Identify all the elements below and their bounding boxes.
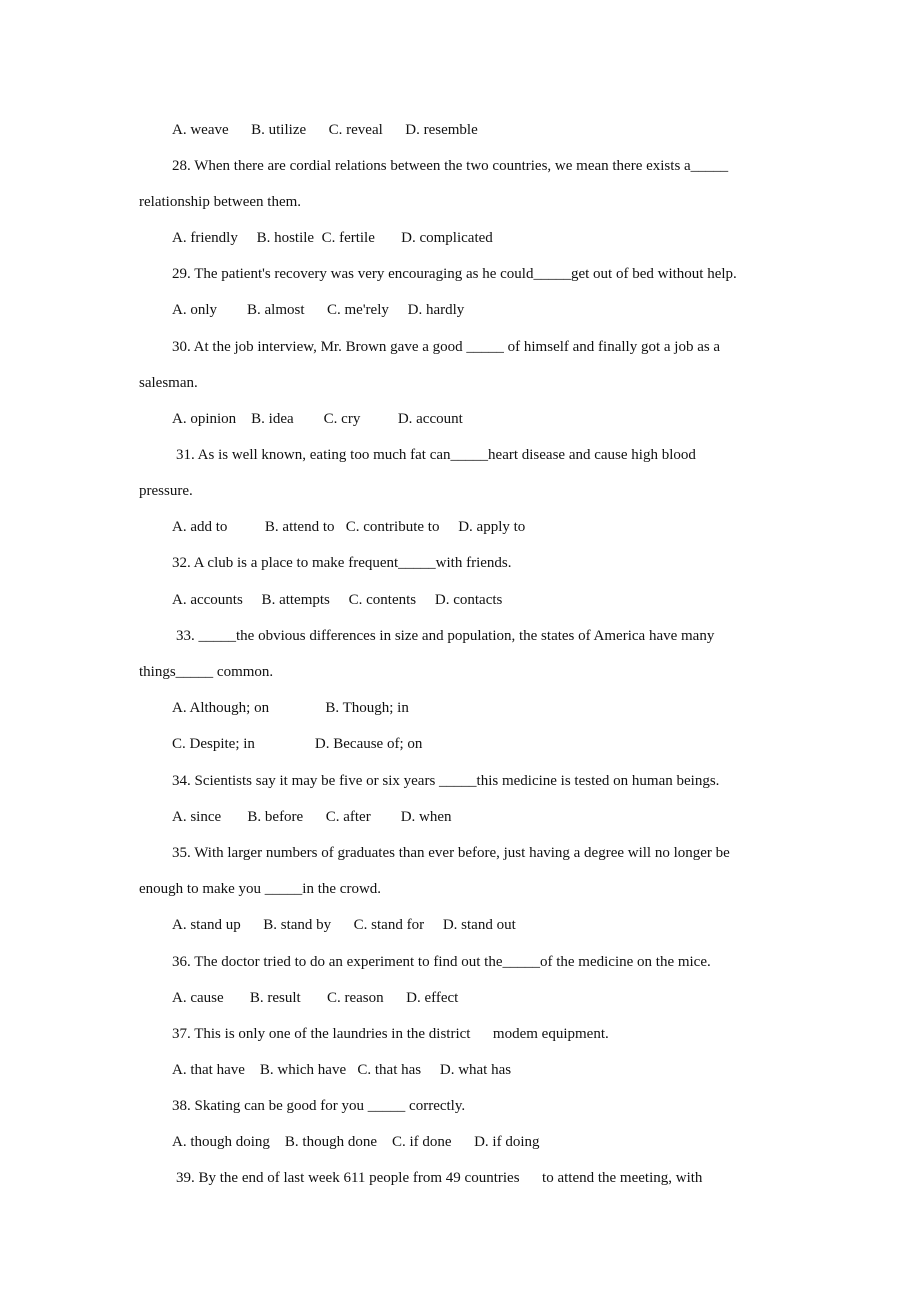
q33-options-row1: A. Although; on B. Though; in bbox=[172, 700, 409, 716]
q35-options: A. stand up B. stand by C. stand for D. stand out bbox=[172, 917, 516, 933]
q31-options: A. add to B. attend to C. contribute to D. apply to bbox=[172, 519, 526, 535]
q28-stem-text: 28. When there are cordial relations between the two countries, we mean there exists a_____ bbox=[172, 158, 729, 174]
q39-stem-line1: 39. By the end of last week 611 people from 49 countries to attend the meeting, with bbox=[176, 1170, 703, 1186]
q37-stem: 37. This is only one of the laundries in the district modem equipment. bbox=[172, 1026, 609, 1042]
q35-stem-line1: 35. With larger numbers of graduates than ever before, just having a degree will no longer be bbox=[172, 845, 730, 861]
q29-stem: 29. The patient's recovery was very encouraging as he could_____get out of bed without help. bbox=[172, 266, 737, 282]
q32-stem: 32. A club is a place to make frequent_____with friends. bbox=[172, 555, 512, 571]
q28-stem-line2: relationship between them. bbox=[139, 194, 302, 210]
q36-options: A. cause B. result C. reason D. effect bbox=[172, 990, 459, 1006]
q37-options: A. that have B. which have C. that has D. what has bbox=[172, 1062, 512, 1078]
q30-stem-line2: salesman. bbox=[139, 375, 198, 391]
q31-stem-line2: pressure. bbox=[139, 483, 193, 499]
q33-stem-line2: things_____ common. bbox=[139, 664, 274, 680]
q27-options: A. weave B. utilize C. reveal D. resemble bbox=[172, 122, 478, 138]
q34-options: A. since B. before C. after D. when bbox=[172, 809, 452, 825]
q33-options-row2: C. Despite; in D. Because of; on bbox=[172, 736, 423, 752]
q36-stem: 36. The doctor tried to do an experiment to find out the_____of the medicine on the mice. bbox=[172, 954, 711, 970]
q34-stem: 34. Scientists say it may be five or six years _____this medicine is tested on human beings. bbox=[172, 773, 720, 789]
q35-stem-line2: enough to make you _____in the crowd. bbox=[139, 881, 382, 897]
q32-options: A. accounts B. attempts C. contents D. contacts bbox=[172, 592, 503, 608]
q33-stem-line1: 33. _____the obvious differences in size and population, the states of America have many bbox=[176, 628, 715, 644]
q30-options: A. opinion B. idea C. cry D. account bbox=[172, 411, 463, 427]
q31-stem-line1: 31. As is well known, eating too much fat can_____heart disease and cause high blood bbox=[176, 447, 696, 463]
q38-stem: 38. Skating can be good for you _____ correctly. bbox=[172, 1098, 466, 1114]
q28-options: A. friendly B. hostile C. fertile D. complicated bbox=[172, 230, 493, 246]
q30-stem-line1: 30. At the job interview, Mr. Brown gave a good _____ of himself and finally got a job as a bbox=[172, 339, 721, 355]
q38-options: A. though doing B. though done C. if done D. if doing bbox=[172, 1134, 540, 1150]
q29-options: A. only B. almost C. me'rely D. hardly bbox=[172, 302, 465, 318]
q28-stem-line1 bbox=[172, 157, 781, 175]
